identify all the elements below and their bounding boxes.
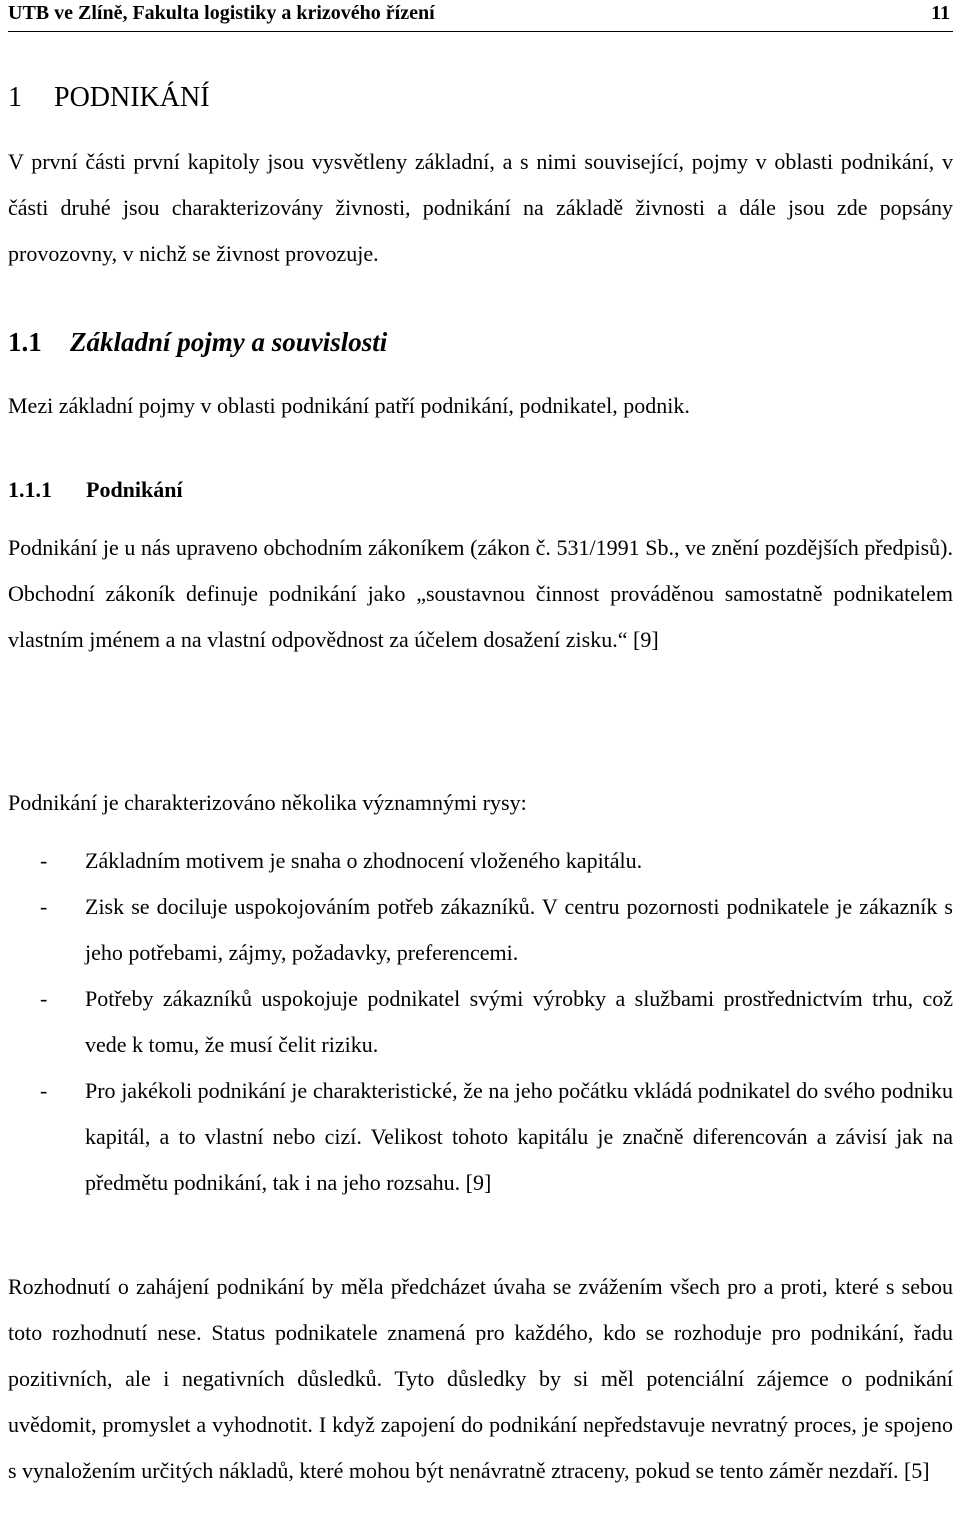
list-item — [8, 838, 953, 884]
chapter-number: 1 — [8, 82, 22, 113]
podnikani-paragraph: Podnikání je u nás upraveno obchodním zákoníkem (zákon č. 531/1991 Sb., ve znění pozdějších předpisů). Obchodní zákoník definuje podnikání jako „soustavnou činnost prováděnou samostatně podnikatelem vlastním jménem a na vlastní odpovědnost za účelem dosažení zisku.“ [9] — [8, 535, 953, 652]
list-dash: - — [40, 1078, 48, 1103]
list-dash: - — [40, 986, 48, 1011]
section-heading-1-1-1 — [8, 475, 953, 505]
list-item-text: Potřeby zákazníků uspokojuje podnikatel svými výrobky a službami prostřednictvím trhu, což vede k tomu, že musí čelit riziku. — [85, 986, 953, 1057]
list-item — [8, 884, 953, 976]
header-title: UTB ve Zlíně, Fakulta logistiky a krizového řízení — [8, 2, 435, 24]
list-item — [8, 976, 953, 1068]
chapter-heading — [8, 80, 953, 116]
section-1-1-paragraph: Mezi základní pojmy v oblasti podnikání patří podnikání, podnikatel, podnik. — [8, 393, 690, 418]
rysy-list — [8, 838, 953, 1206]
list-dash: - — [40, 848, 48, 873]
list-dash: - — [40, 894, 48, 919]
closing-paragraph: Rozhodnutí o zahájení podnikání by měla předcházet úvaha se zvážením všech pro a proti, které s sebou toto rozhodnutí nese. Status podnikatele znamená pro každého, kdo se rozhoduje pro podnikání, řadu pozitivních, ale i negativních důsledků. Tyto důsledky by si měl potenciální zájemce o podnikání uvědomit, promyslet a vyhodnotit. I když zapojení do podnikání nepředstavuje nevratný proces, je spojeno s vynaložením určitých nákladů, které mohou být nenávratně ztraceny, pokud se tento záměr nezdaří. [5] — [8, 1274, 953, 1483]
section-title: Základní pojmy a souvislosti — [70, 327, 388, 357]
section-heading-1-1 — [8, 324, 953, 360]
list-item — [8, 1068, 953, 1206]
list-item-text: Zisk se dociluje uspokojováním potřeb zákazníků. V centru pozornosti podnikatele je zákazník s jeho potřebami, zájmy, požadavky, preferencemi. — [85, 894, 953, 965]
intro-paragraph: V první části první kapitoly jsou vysvětleny základní, a s nimi související, pojmy v oblasti podnikání, v části druhé jsou charakterizovány živnosti, podnikání na základě živnosti a dále jsou zde popsány provozovny, v nichž se živnost provozuje. — [8, 149, 953, 266]
chapter-title: PODNIKÁNÍ — [54, 82, 210, 113]
section-number: 1.1 — [8, 327, 42, 357]
rysy-intro: Podnikání je charakterizováno několika významnými rysy: — [8, 790, 527, 815]
subsection-title: Podnikání — [86, 477, 183, 502]
running-header — [8, 0, 953, 32]
list-item-text: Základním motivem je snaha o zhodnocení vloženého kapitálu. — [85, 848, 643, 873]
subsection-number: 1.1.1 — [8, 477, 52, 502]
page-number: 11 — [931, 2, 950, 24]
list-item-text: Pro jakékoli podnikání je charakteristické, že na jeho počátku vkládá podnikatel do svého podniku kapitál, a to vlastní nebo cizí. Velikost tohoto kapitálu je značně diferencován a závisí jak na předmětu podnikání, tak i na jeho rozsahu. [9] — [85, 1078, 953, 1195]
